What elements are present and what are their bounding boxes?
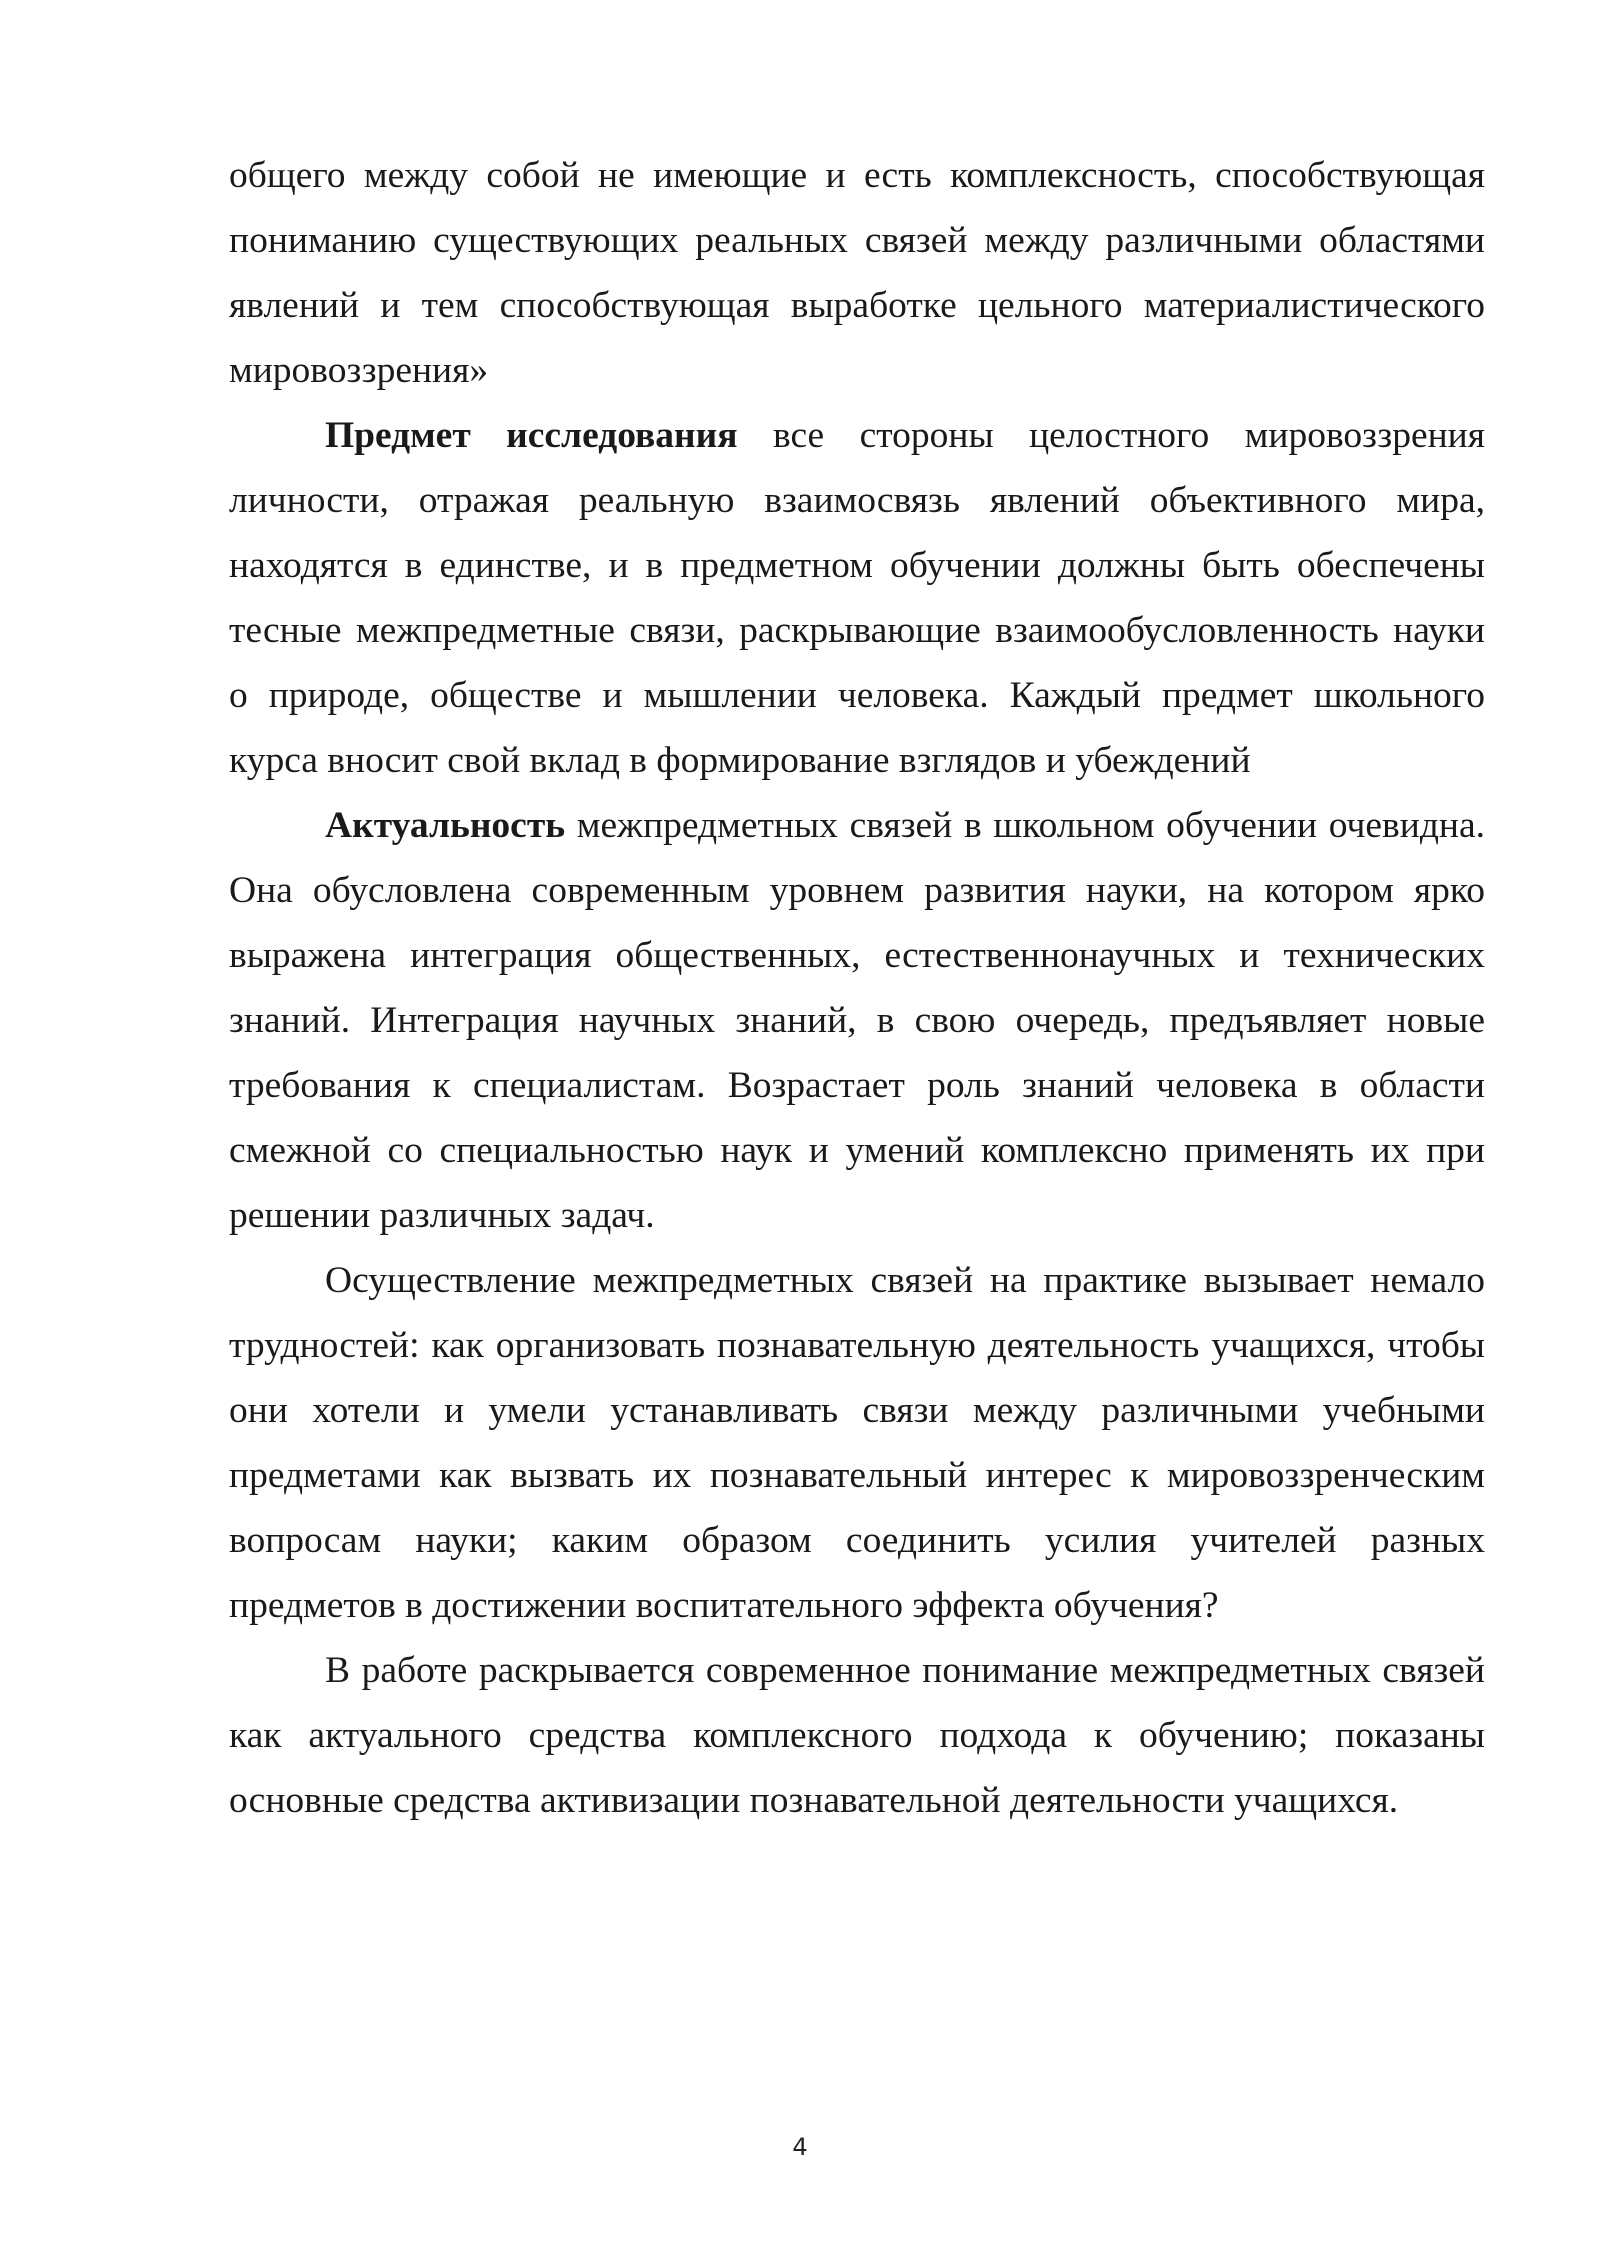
- paragraph-research-subject: [229, 403, 1485, 793]
- paragraph-text: Осуществление межпредметных связей на практике вызывает немало трудностей: как организовать познавательную деятельность учащихся, чтобы они хотели и умели устанавливать связи между различными учебными предметами как вызвать их познавательный интерес к мировоззренческим вопросам науки; каким образом соединить усилия учителей разных предметов в достижении воспитательного эффекта обучения?: [229, 1260, 1485, 1626]
- paragraph-lead-bold: Актуальность: [325, 805, 566, 846]
- paragraph-text: общего между собой не имеющие и есть комплексность, способствующая пониманию существующих реальных связей между различными областями явлений и тем способствующая выработке цельного материалистического мировоззрения»: [229, 155, 1485, 391]
- page-number: 4: [792, 2133, 808, 2161]
- paragraph-text: все стороны целостного мировоззрения личности, отражая реальную взаимосвязь явлений объективного мира, находятся в единстве, и в предметном обучении должны быть обеспечены тесные межпредметные связи, раскрывающие взаимообусловленность науки о природе, обществе и мышлении человека. Каждый предмет школьного курса вносит свой вклад в формирование взглядов и убеждений: [229, 415, 1486, 781]
- document-body: [229, 143, 1485, 1833]
- paragraph-text: В работе раскрывается современное понимание межпредметных связей как актуального средства комплексного подхода к обучению; показаны основные средства активизации познавательной деятельности учащихся.: [229, 1650, 1485, 1821]
- paragraph-continuation: [229, 143, 1485, 403]
- paragraph-implementation: [229, 1248, 1485, 1638]
- paragraph-summary: [229, 1638, 1485, 1833]
- paragraph-text: межпредметных связей в школьном обучении очевидна. Она обусловлена современным уровнем развития науки, на котором ярко выражена интеграция общественных, естественнонаучных и технических знаний. Интеграция научных знаний, в свою очередь, предъявляет новые требования к специалистам. Возрастает роль знаний человека в области смежной со специальностью наук и умений комплексно применять их при решении различных задач.: [229, 805, 1485, 1236]
- paragraph-relevance: [229, 793, 1485, 1248]
- paragraph-lead-bold: Предмет исследования: [325, 415, 738, 456]
